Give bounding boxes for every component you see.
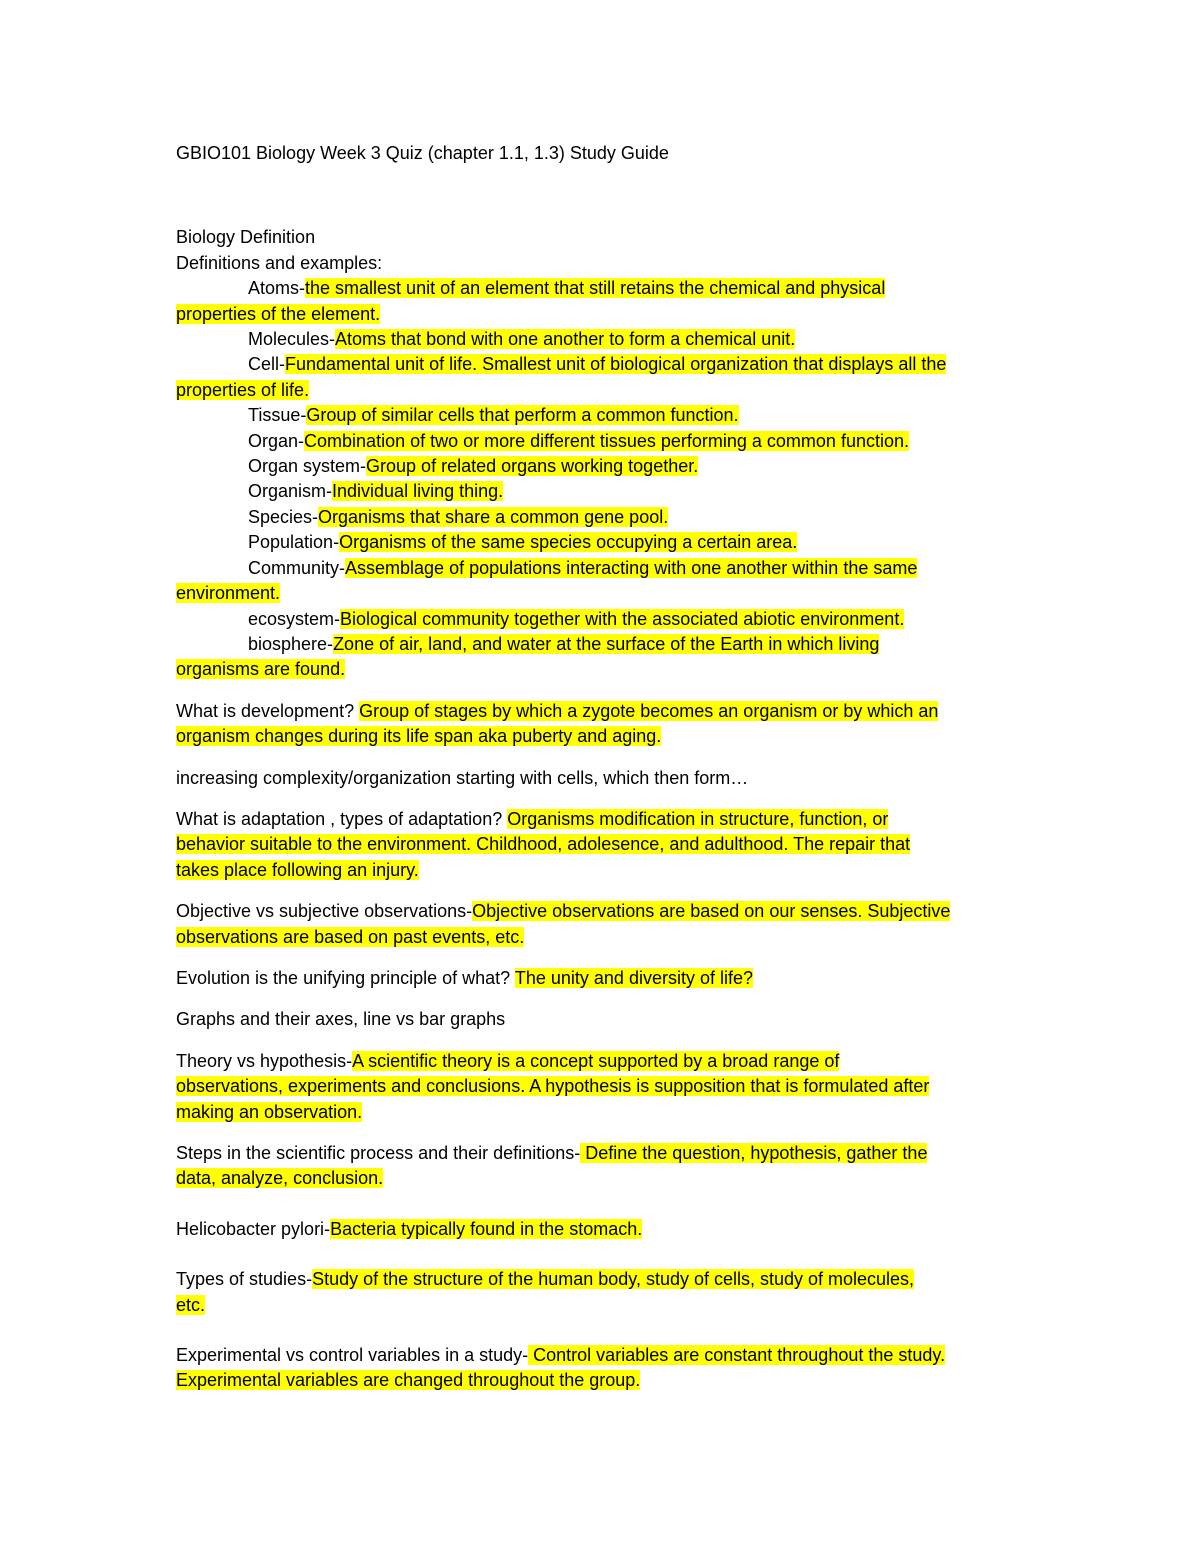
answer-text: making an observation. xyxy=(176,1101,363,1122)
document-title: GBIO101 Biology Week 3 Quiz (chapter 1.1, 1.3) Study Guide xyxy=(176,143,669,163)
answer-text: Bacteria typically found in the stomach. xyxy=(330,1218,643,1239)
definition-text: Combination of two or more different tissues performing a common function. xyxy=(304,430,909,451)
term: ecosystem- xyxy=(248,608,341,629)
complexity-paragraph: increasing complexity/organization starting with cells, which then form… xyxy=(176,767,749,788)
definition-text: Organisms that share a common gene pool. xyxy=(318,506,669,527)
question-text: Helicobacter pylori- xyxy=(176,1218,331,1239)
definition-text: Assemblage of populations interacting with one another within the same xyxy=(345,557,918,578)
answer-text: The unity and diversity of life? xyxy=(514,967,753,988)
answer-text: organism changes during its life span aka puberty and aging. xyxy=(176,726,662,747)
term: biosphere- xyxy=(248,633,334,654)
question-text: Evolution is the unifying principle of what? xyxy=(176,967,515,988)
definition-species xyxy=(176,505,1032,530)
theory-paragraph xyxy=(176,1049,1032,1125)
answer-text: Control variables are constant throughout the study. xyxy=(528,1345,946,1366)
answer-text: observations, experiments and conclusions. A hypothesis is supposition that is formulated after xyxy=(176,1076,930,1097)
answer-text: A scientific theory is a concept supported by a broad range of xyxy=(352,1050,840,1071)
definitions-intro: Definitions and examples: xyxy=(176,252,383,273)
definition-text: Individual living thing. xyxy=(332,481,504,502)
answer-text: Experimental variables are changed throughout the group. xyxy=(176,1370,641,1391)
definition-organism xyxy=(176,479,1032,504)
term: Species- xyxy=(248,506,319,527)
definition-cell xyxy=(176,352,1032,377)
question-text: What is adaptation , types of adaptation? xyxy=(176,808,508,829)
studies-paragraph xyxy=(176,1267,1032,1318)
term: Organ- xyxy=(248,430,305,451)
definition-text: Zone of air, land, and water at the surface of the Earth in which living xyxy=(333,633,880,654)
answer-text: Group of stages by which a zygote becomes an organism or by which an xyxy=(359,700,939,721)
answer-text: etc. xyxy=(176,1294,206,1315)
term: Tissue- xyxy=(248,405,307,426)
answer-text: Define the question, hypothesis, gather the xyxy=(580,1143,928,1163)
term: Organism- xyxy=(248,481,333,502)
definition-text: properties of the element. xyxy=(176,303,381,324)
development-paragraph xyxy=(176,699,1032,750)
definition-text: the smallest unit of an element that still retains the chemical and physical xyxy=(305,278,886,299)
definition-organ-system xyxy=(176,454,1032,479)
observations-paragraph xyxy=(176,899,1032,950)
definition-text: Organisms of the same species occupying a certain area. xyxy=(339,532,798,553)
answer-text: Objective observations are based on our senses. Subjective xyxy=(472,901,951,922)
term: Population- xyxy=(248,532,340,553)
definition-atoms xyxy=(176,276,1032,301)
question-text: Steps in the scientific process and their definitions- xyxy=(176,1143,581,1163)
term: Organ system- xyxy=(248,456,367,477)
definition-community xyxy=(176,556,1032,581)
definition-text: organisms are found. xyxy=(176,659,346,680)
question-text: Objective vs subjective observations- xyxy=(176,901,473,922)
definition-text: Group of related organs working together. xyxy=(366,456,699,477)
definition-population xyxy=(176,530,1032,555)
definition-biosphere xyxy=(176,632,1032,657)
helicobacter-paragraph xyxy=(176,1217,1032,1242)
definition-text: Atoms that bond with one another to form a chemical unit. xyxy=(335,329,796,350)
definition-ecosystem xyxy=(176,607,1032,632)
answer-text: takes place following an injury. xyxy=(176,859,419,880)
answer-text: behavior suitable to the environment. Childhood, adolesence, and adulthood. The repair that xyxy=(176,834,911,855)
answer-text: observations are based on past events, etc. xyxy=(176,926,525,947)
answer-text: Study of the structure of the human body, study of cells, study of molecules, xyxy=(312,1269,915,1290)
definition-text: Fundamental unit of life. Smallest unit of biological organization that displays all the xyxy=(285,354,947,375)
definitions-list xyxy=(176,276,1032,683)
question-text: Theory vs hypothesis- xyxy=(176,1050,353,1071)
question-text: Experimental vs control variables in a study- xyxy=(176,1345,529,1366)
answer-text: Organisms modification in structure, function, or xyxy=(507,808,889,829)
study-guide-document xyxy=(176,141,1032,1394)
question-text: Types of studies- xyxy=(176,1269,313,1290)
evolution-paragraph xyxy=(176,966,1032,991)
definition-text: Biological community together with the associated abiotic environment. xyxy=(340,608,905,629)
answer-text: data, analyze, conclusion. xyxy=(176,1168,384,1189)
question-text: What is development? xyxy=(176,700,360,721)
variables-paragraph xyxy=(176,1343,1032,1394)
definition-text: environment. xyxy=(176,583,281,604)
definition-tissue xyxy=(176,403,1032,428)
term: Community- xyxy=(248,557,346,578)
definition-organ xyxy=(176,429,1032,454)
graphs-paragraph: Graphs and their axes, line vs bar graphs xyxy=(176,1009,506,1030)
term: Molecules- xyxy=(248,329,336,350)
term: Atoms- xyxy=(248,278,306,299)
definition-text: properties of life. xyxy=(176,379,310,400)
definition-text: Group of similar cells that perform a common function. xyxy=(306,405,739,426)
term: Cell- xyxy=(248,354,286,375)
adaptation-paragraph xyxy=(176,807,1032,883)
section-heading: Biology Definition xyxy=(176,227,316,248)
definition-molecules xyxy=(176,327,1032,352)
steps-paragraph xyxy=(176,1141,1032,1192)
